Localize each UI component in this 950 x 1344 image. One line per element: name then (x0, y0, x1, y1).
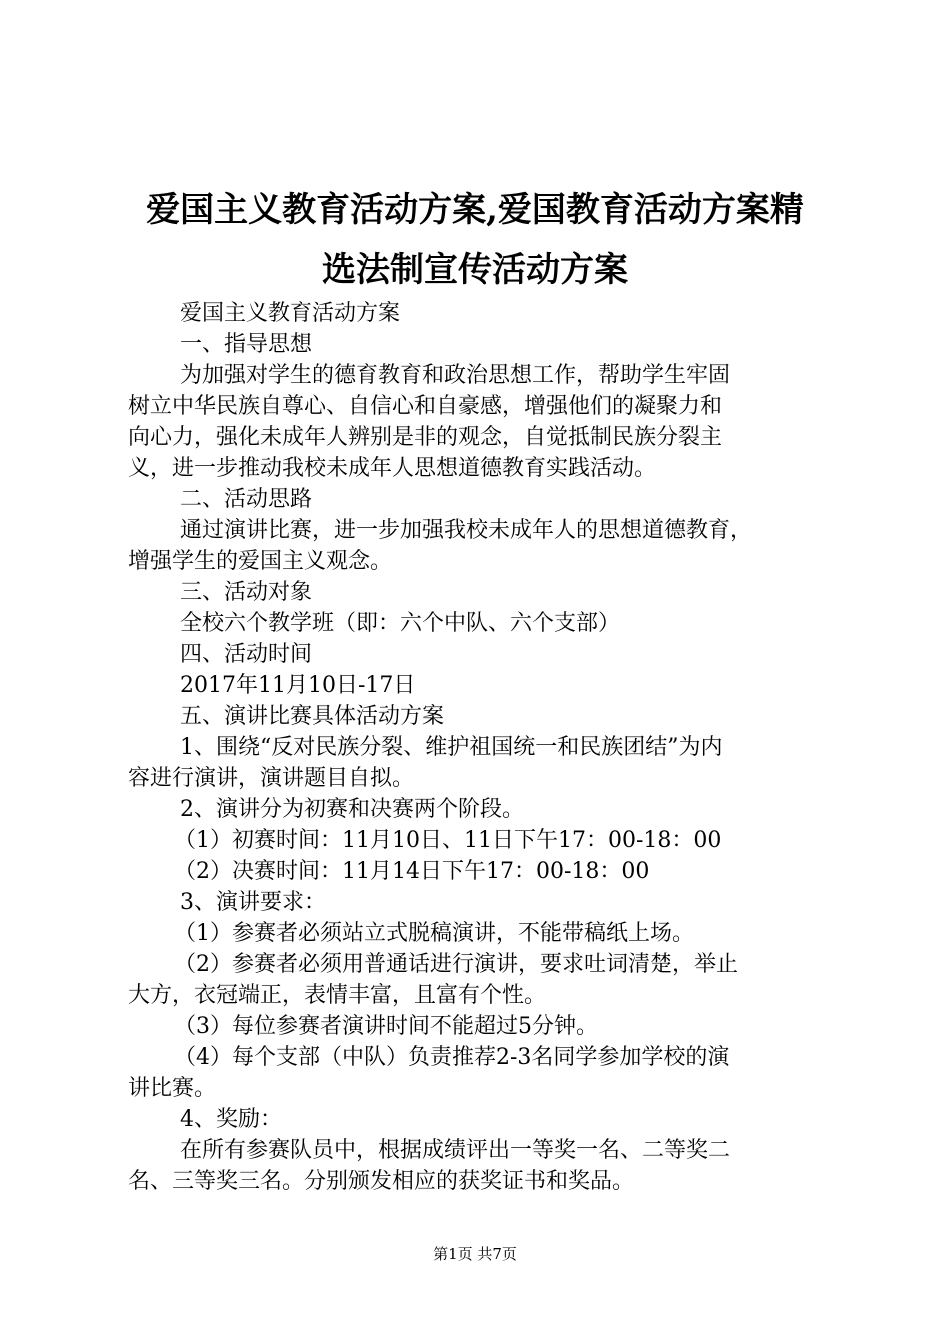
body-line: 为加强对学生的德育教育和政治思想工作，帮助学生牢固 (180, 363, 731, 388)
body-line: 向心力，强化未成年人辨别是非的观念，自觉抵制民族分裂主 (128, 425, 723, 450)
body-line: 树立中华民族自尊心、自信心和自豪感，增强他们的凝聚力和 (128, 394, 723, 419)
body-line: 爱国主义教育活动方案 (180, 301, 401, 326)
body-line: 大方，衣冠端正，表情丰富，且富有个性。 (128, 983, 547, 1008)
body-line: 1、围绕“反对民族分裂、维护祖国统一和民族团结”为内 (180, 735, 723, 760)
document-title-line-1: 爱国主义教育活动方案,爱国教育活动方案精 (146, 190, 804, 230)
document-body (128, 298, 840, 1197)
section-heading: 四、活动时间 (180, 642, 313, 667)
body-line: 4、奖励： (180, 1107, 282, 1132)
body-line: 2017年11月10日-17日 (180, 673, 416, 698)
body-line: 全校六个教学班（即：六个中队、六个支部） (180, 611, 621, 636)
document-title-line-2: 选法制宣传活动方案 (322, 250, 628, 290)
body-line: 容进行演讲，演讲题目自拟。 (128, 766, 415, 791)
body-line: （3）每位参赛者演讲时间不能超过5分钟。 (174, 1014, 598, 1039)
body-line: 在所有参赛队员中，根据成绩评出一等奖一名、二等奖二 (180, 1138, 731, 1163)
body-line: 增强学生的爱国主义观念。 (128, 549, 393, 574)
body-line: （2）决赛时间：11月14日下午17：00-18：00 (174, 859, 650, 884)
body-line: 名、三等奖三名。分别颁发相应的获奖证书和奖品。 (128, 1169, 635, 1194)
body-line: 义，进一步推动我校未成年人思想道德教育实践活动。 (128, 456, 657, 481)
body-line: 通过演讲比赛，进一步加强我校未成年人的思想道德教育， (180, 518, 753, 543)
section-heading: 三、活动对象 (180, 580, 313, 605)
body-line: 2、演讲分为初赛和决赛两个阶段。 (180, 797, 524, 822)
body-line: （1）参赛者必须站立式脱稿演讲，不能带稿纸上场。 (174, 921, 694, 946)
body-line: （2）参赛者必须用普通话进行演讲，要求吐词清楚，举止 (174, 952, 738, 977)
body-line: （4）每个支部（中队）负责推荐2-3名同学参加学校的演 (174, 1045, 730, 1070)
body-line: （1）初赛时间：11月10日、11日下午17：00-18：00 (174, 828, 722, 853)
section-heading: 二、活动思路 (180, 487, 313, 512)
section-heading: 一、指导思想 (180, 332, 313, 357)
body-line: 3、演讲要求： (180, 890, 326, 915)
section-heading: 五、演讲比赛具体活动方案 (180, 704, 445, 729)
body-line: 讲比赛。 (128, 1076, 217, 1101)
page-number-footer: 第1页 共7页 (433, 1245, 517, 1263)
